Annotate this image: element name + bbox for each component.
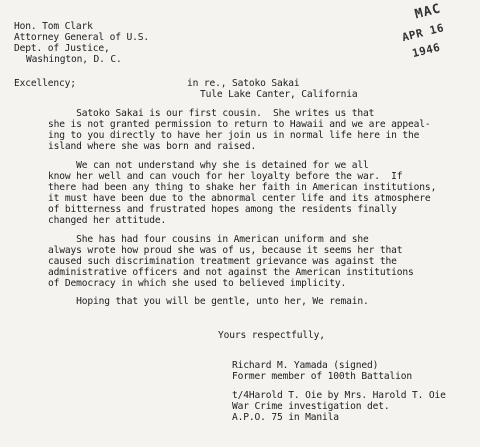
subject-line: Tule Lake Canter, California: [200, 89, 358, 100]
subject-line: in re., Satoko Sakai: [187, 78, 300, 89]
second-signature-line: A.P.O. 75 in Manila: [232, 412, 339, 423]
paragraph-line: always wrote how proud she was of us, because it seems her that: [48, 245, 403, 256]
address-line: Attorney General of U.S.: [14, 32, 150, 43]
salutation: Excellency;: [14, 78, 76, 89]
paragraph-line: Satoko Sakai is our first cousin. She writes us that: [48, 108, 375, 119]
paragraph-line: She has had four cousins in American uniform and she: [48, 234, 369, 245]
paragraph-line: she is not granted permission to return to Hawaii and we are appeal-: [48, 119, 431, 130]
second-signature-line: War Crime investigation det.: [232, 401, 390, 412]
paragraph-line: changed her attitude.: [48, 215, 167, 226]
address-line: Washington, D. C.: [26, 54, 122, 65]
stamp-year: 1946: [410, 40, 442, 61]
stamp-initials: MAC: [413, 1, 443, 23]
paragraph-line: it must have been due to the abnormal center life and its atmosphere: [48, 193, 431, 204]
address-line: Dept. of Justice,: [14, 43, 110, 54]
paragraph-line: We can not understand why she is detained for we all: [48, 160, 369, 171]
paragraph-line: administrative officers and not against the American institutions: [48, 267, 414, 278]
paragraph-line: of bitterness and frustrated hopes among the residents finally: [48, 204, 397, 215]
paragraph-line: Hoping that you will be gentle, unto her, We remain.: [48, 296, 369, 307]
paragraph-line: there had been any thing to shake her faith in American institutions,: [48, 182, 437, 193]
closing: Yours respectfully,: [218, 330, 325, 341]
paragraph-line: of Democracy in which she used to believed implicity.: [48, 278, 347, 289]
paragraph-line: caused such discrimination treatment grievance was against the: [48, 256, 397, 267]
paragraph-line: ing to you directly to have her join us in normal life here in the: [48, 130, 420, 141]
second-signature-line: t/4Harold T. Oie by Mrs. Harold T. Oie: [232, 390, 446, 401]
paragraph-line: island where she was born and raised.: [48, 141, 257, 152]
address-line: Hon. Tom Clark: [14, 21, 93, 32]
signature-line: Richard M. Yamada (signed): [232, 360, 379, 371]
signature-line: Former member of 100th Battalion: [232, 371, 413, 382]
paragraph-line: know her well and can vouch for her loyalty before the war. If: [48, 171, 403, 182]
received-date-stamp: [395, 0, 468, 70]
stamp-date: APR 16: [400, 21, 446, 45]
